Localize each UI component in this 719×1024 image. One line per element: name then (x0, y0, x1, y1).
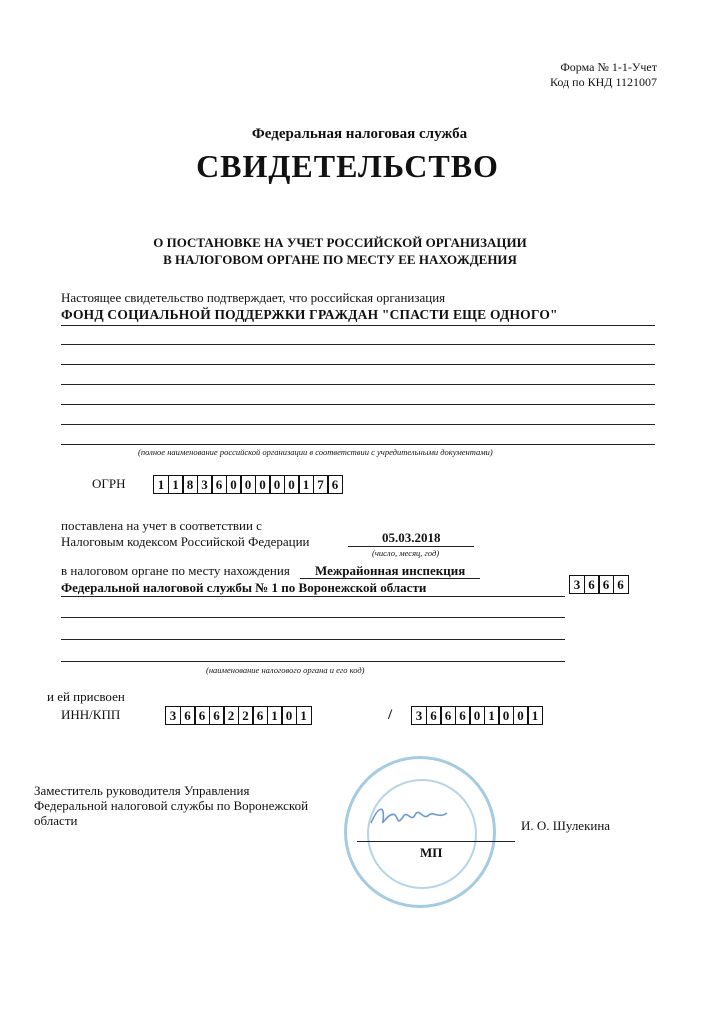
position-line-2: Федеральной налоговой службы по Воронежской (34, 798, 309, 813)
inn-digit: 1 (296, 706, 312, 725)
inn-kpp-label: ИНН/КПП (61, 707, 121, 722)
ogrn-digit: 6 (211, 475, 227, 494)
authority-blank-line (61, 661, 565, 662)
seal-inner-ring (367, 779, 477, 889)
ogrn-digit: 3 (197, 475, 213, 494)
kpp-digit: 0 (469, 706, 485, 725)
ogrn-label: ОГРН (92, 476, 126, 491)
assigned-label: и ей присвоен (47, 689, 125, 704)
registration-date: 05.03.2018 (382, 530, 441, 545)
org-blank-line (61, 404, 655, 405)
inn-digit: 0 (281, 706, 297, 725)
kpp-digit: 6 (455, 706, 471, 725)
inn-digit: 2 (223, 706, 239, 725)
signatory-name: И. О. Шулекина (521, 818, 611, 833)
kpp-digit: 1 (527, 706, 543, 725)
org-name-line (61, 325, 655, 326)
kpp-digit: 6 (426, 706, 442, 725)
document-title: СВИДЕТЕЛЬСТВО (196, 148, 499, 184)
ogrn-digit: 0 (284, 475, 300, 494)
ogrn-digit: 6 (327, 475, 343, 494)
position-line-1: Заместитель руководителя Управления (34, 783, 250, 798)
ogrn-value (153, 475, 343, 494)
inn-digit: 1 (267, 706, 283, 725)
registration-line-1: поставлена на учет в соответствии с (61, 518, 262, 533)
authority-code-digit: 3 (569, 575, 585, 594)
ogrn-digit: 7 (313, 475, 329, 494)
inn-digit: 6 (209, 706, 225, 725)
org-blank-line (61, 444, 655, 445)
org-name-caption: (полное наименование российской организации в соответствии с учредительными документами) (138, 447, 493, 457)
kpp-value (411, 706, 543, 725)
registration-line-2: Налоговым кодексом Российской Федерации (61, 534, 310, 549)
inn-digit: 6 (194, 706, 210, 725)
intro-text: Настоящее свидетельство подтверждает, что российская организация (61, 290, 446, 305)
date-line (348, 546, 474, 547)
inn-digit: 6 (252, 706, 268, 725)
authority-blank-line (61, 617, 565, 618)
ogrn-digit: 0 (269, 475, 285, 494)
location-label: в налоговом органе по месту нахождения (61, 563, 290, 578)
org-blank-line (61, 344, 655, 345)
inn-value (165, 706, 312, 725)
kpp-digit: 0 (498, 706, 514, 725)
inn-kpp-separator: / (388, 707, 393, 723)
ogrn-digit: 1 (298, 475, 314, 494)
ogrn-digit: 1 (153, 475, 169, 494)
ogrn-digit: 0 (255, 475, 271, 494)
authority-code-digit: 6 (598, 575, 614, 594)
signature-line (357, 841, 515, 842)
org-blank-line (61, 424, 655, 425)
ogrn-digit: 0 (240, 475, 256, 494)
agency-name: Федеральная налоговая служба (251, 126, 468, 142)
kpp-digit: 6 (440, 706, 456, 725)
inn-digit: 6 (180, 706, 196, 725)
authority-line-2: Федеральной налоговой службы № 1 по Воронежской области (61, 580, 427, 595)
inn-digit: 2 (238, 706, 254, 725)
authority-line-1: Межрайонная инспекция (315, 563, 466, 578)
kpp-digit: 0 (513, 706, 529, 725)
signatory-position (34, 783, 308, 828)
authority-blank-line (61, 639, 565, 640)
authority-caption: (наименование налогового органа и его код) (206, 665, 365, 675)
signature (369, 801, 449, 831)
ogrn-digit: 8 (182, 475, 198, 494)
knd-code: Код по КНД 1121007 (550, 75, 657, 89)
inn-digit: 3 (165, 706, 181, 725)
organization-name: ФОНД СОЦИАЛЬНОЙ ПОДДЕРЖКИ ГРАЖДАН "СПАСТИ ЕЩЕ ОДНОГО" (61, 307, 558, 322)
subtitle-line-1: О ПОСТАНОВКЕ НА УЧЕТ РОССИЙСКОЙ ОРГАНИЗАЦИИ (153, 235, 527, 250)
position-line-3: области (34, 813, 78, 828)
authority-code-digit: 6 (613, 575, 629, 594)
authority-line-1-underline (300, 578, 480, 579)
authority-code (569, 575, 629, 594)
ogrn-digit: 1 (168, 475, 184, 494)
org-blank-line (61, 364, 655, 365)
org-blank-line (61, 384, 655, 385)
date-caption: (число, месяц, год) (372, 548, 440, 558)
mp-label: МП (420, 845, 443, 860)
authority-code-digit: 6 (584, 575, 600, 594)
ogrn-digit: 0 (226, 475, 242, 494)
subtitle-line-2: В НАЛОГОВОМ ОРГАНЕ ПО МЕСТУ ЕЕ НАХОЖДЕНИЯ (163, 252, 517, 267)
authority-line-2-underline (61, 596, 565, 597)
form-number: Форма № 1-1-Учет (560, 60, 657, 74)
kpp-digit: 3 (411, 706, 427, 725)
document-subtitle (0, 234, 680, 268)
kpp-digit: 1 (484, 706, 500, 725)
official-seal (344, 756, 496, 908)
